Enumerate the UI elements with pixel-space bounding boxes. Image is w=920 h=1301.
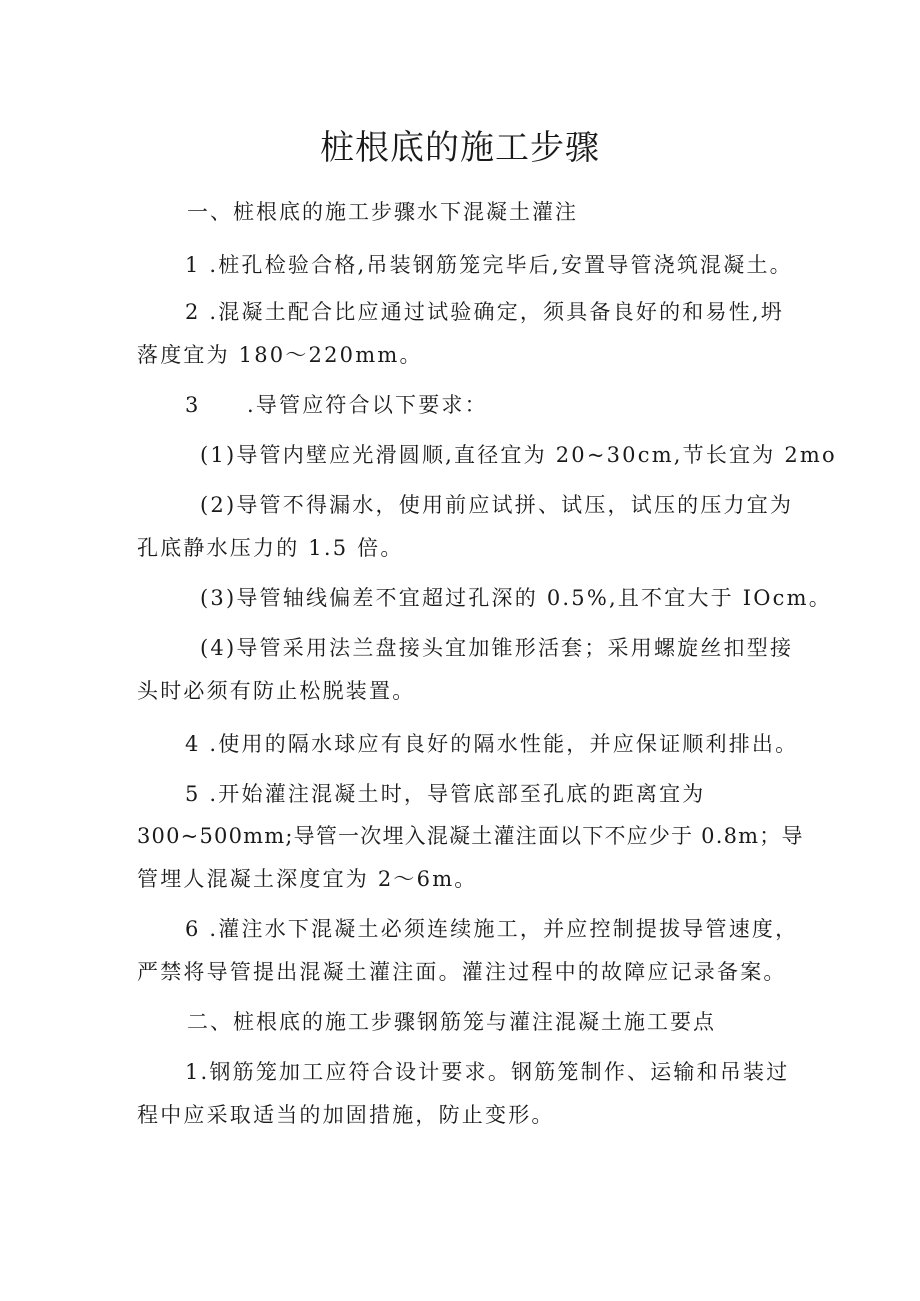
paragraph-line: 4 .使用的隔水球应有良好的隔水性能，并应保证顺利排出。 (185, 732, 799, 756)
list-item-line: 头时必须有防止松脱装置。 (137, 679, 416, 703)
paragraph-line: 6 .灌注水下混凝土必须连续施工，并应控制提拔导管速度， (185, 917, 799, 941)
paragraph-line: 落度宜为 180～220mm。 (137, 343, 423, 367)
section-heading-1: 一、桩根底的施工步骤水下混凝土灌注 (187, 200, 578, 224)
paragraph-line: 1 .桩孔检验合格,吊装钢筋笼完毕后,安置导管浇筑混凝土。 (185, 253, 793, 277)
paragraph-line: 300~500mm;导管一次埋入混凝土灌注面以下不应少于 0.8m；导 (137, 824, 804, 848)
paragraph-line: 3 .导管应符合以下要求： (185, 393, 488, 417)
list-item-line: 孔底静水压力的 1.5 倍。 (137, 536, 404, 560)
section-heading-2: 二、桩根底的施工步骤钢筋笼与灌注混凝土施工要点 (187, 1010, 716, 1034)
paragraph-line: 1.钢筋笼加工应符合设计要求。钢筋笼制作、运输和吊装过 (185, 1060, 790, 1084)
list-item-line: (2)导管不得漏水，使用前应试拼、试压，试压的压力宜为 (200, 493, 794, 517)
document-title: 桩根底的施工步骤 (320, 128, 600, 168)
list-item-line: (4)导管采用法兰盘接头宜加锥形活套；采用螺旋丝扣型接 (200, 636, 794, 660)
paragraph-line: 2 .混凝土配合比应通过试验确定，须具备良好的和易性,坍 (185, 300, 784, 324)
list-item-line: (3)导管轴线偏差不宜超过孔深的 0.5%,且不宜大于 IOcm。 (200, 586, 832, 610)
paragraph-line: 严禁将导管提出混凝土灌注面。灌注过程中的故障应记录备案。 (137, 960, 787, 984)
paragraph-line: 程中应采取适当的加固措施，防止变形。 (137, 1103, 555, 1127)
paragraph-line: 5 .开始灌注混凝土时，导管底部至孔底的距离宜为 (185, 782, 706, 806)
paragraph-line: 管埋人混凝土深度宜为 2～6m。 (137, 867, 478, 891)
list-item-line: (1)导管内壁应光滑圆顺,直径宜为 20~30cm,节长宜为 2mo (200, 443, 837, 467)
